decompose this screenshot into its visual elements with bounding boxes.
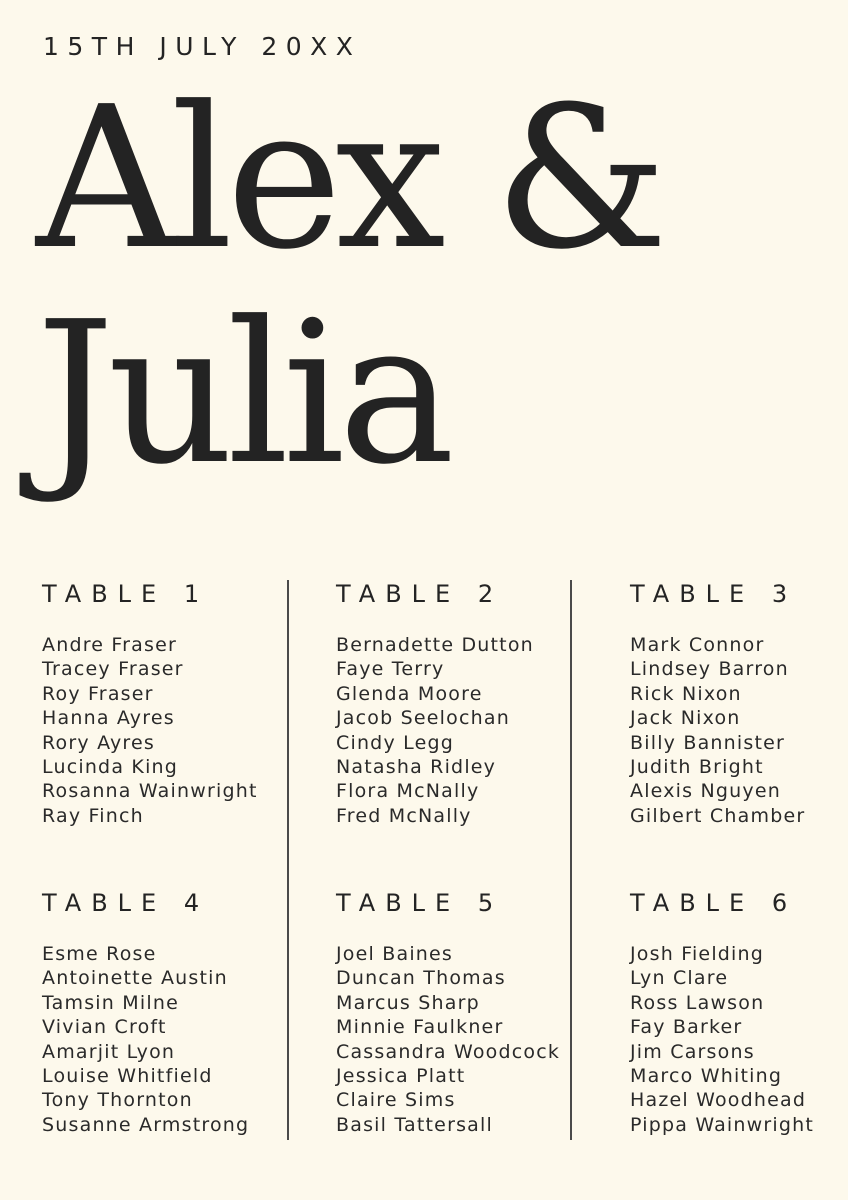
guest-name: Jessica Platt	[336, 1065, 466, 1088]
guest-name: Lindsey Barron	[630, 658, 789, 681]
guest-name: Mark Connor	[630, 634, 765, 656]
table-1-heading: TABLE 1	[42, 580, 210, 608]
guest-name: Cindy Legg	[336, 731, 454, 754]
guest-name: Rosanna Wainwright	[42, 780, 258, 803]
couple-name-line-1: Alex &	[36, 65, 662, 293]
table-6-heading: TABLE 6	[630, 889, 798, 917]
guest-name: Joel Baines	[336, 943, 454, 965]
table-1-guest-list	[42, 633, 292, 828]
guest-name: Lyn Clare	[630, 967, 729, 990]
guest-name: Billy Bannister	[630, 731, 786, 754]
guest-name: Duncan Thomas	[336, 967, 506, 990]
guest-name: Rory Ayres	[42, 731, 156, 754]
table-5-heading: TABLE 5	[336, 889, 504, 917]
table-4-block	[42, 889, 292, 1137]
guest-name: Alexis Nguyen	[630, 780, 781, 803]
table-2-block	[336, 580, 586, 828]
guest-name: Fay Barker	[630, 1016, 743, 1039]
guest-name: Jim Carsons	[630, 1040, 755, 1063]
guest-name: Marco Whiting	[630, 1065, 783, 1088]
guest-name: Tamsin Milne	[42, 991, 179, 1014]
guest-name: Roy Fraser	[42, 682, 154, 705]
guest-name: Hazel Woodhead	[630, 1089, 807, 1112]
table-1-block	[42, 580, 292, 828]
guest-name: Cassandra Woodcock	[336, 1040, 561, 1063]
couple-name-line-2: Julia	[36, 280, 449, 508]
guest-name: Jack Nixon	[630, 707, 741, 730]
table-3-heading: TABLE 3	[630, 580, 798, 608]
guest-name: Bernadette Dutton	[336, 634, 534, 656]
guest-name: Basil Tattersall	[336, 1113, 493, 1136]
table-4-guest-list	[42, 942, 292, 1137]
table-2-guest-list	[336, 633, 586, 828]
event-date: 15TH JULY 20XX	[43, 32, 362, 61]
table-2-heading: TABLE 2	[336, 580, 504, 608]
guest-name: Hanna Ayres	[42, 707, 175, 730]
guest-name: Claire Sims	[336, 1089, 456, 1112]
guest-name: Louise Whitfield	[42, 1065, 213, 1088]
guest-name: Rick Nixon	[630, 682, 742, 705]
table-4-heading: TABLE 4	[42, 889, 210, 917]
guest-name: Minnie Faulkner	[336, 1016, 504, 1039]
guest-name: Gilbert Chamber	[630, 804, 806, 827]
couple-names	[36, 65, 662, 508]
guest-name: Esme Rose	[42, 943, 157, 965]
table-6-guest-list	[630, 942, 848, 1137]
guest-name: Andre Fraser	[42, 634, 178, 656]
guest-name: Josh Fielding	[630, 943, 765, 965]
guest-name: Tony Thornton	[42, 1089, 193, 1112]
guest-name: Susanne Armstrong	[42, 1113, 250, 1136]
guest-name: Natasha Ridley	[336, 756, 497, 779]
guest-name: Ross Lawson	[630, 991, 765, 1014]
guest-name: Jacob Seelochan	[336, 707, 510, 730]
guest-name: Flora McNally	[336, 780, 480, 803]
guest-name: Tracey Fraser	[42, 658, 184, 681]
guest-name: Pippa Wainwright	[630, 1113, 815, 1136]
guest-name: Ray Finch	[42, 804, 144, 827]
guest-name: Faye Terry	[336, 658, 445, 681]
table-3-block	[630, 580, 848, 828]
guest-name: Glenda Moore	[336, 682, 483, 705]
table-5-block	[336, 889, 586, 1137]
guest-name: Vivian Croft	[42, 1016, 167, 1039]
table-3-guest-list	[630, 633, 848, 828]
guest-name: Marcus Sharp	[336, 991, 480, 1014]
guest-name: Antoinette Austin	[42, 967, 228, 990]
table-6-block	[630, 889, 848, 1137]
table-5-guest-list	[336, 942, 586, 1137]
guest-name: Amarjit Lyon	[42, 1040, 176, 1063]
guest-name: Fred McNally	[336, 804, 472, 827]
guest-name: Lucinda King	[42, 756, 179, 779]
guest-name: Judith Bright	[630, 756, 764, 779]
